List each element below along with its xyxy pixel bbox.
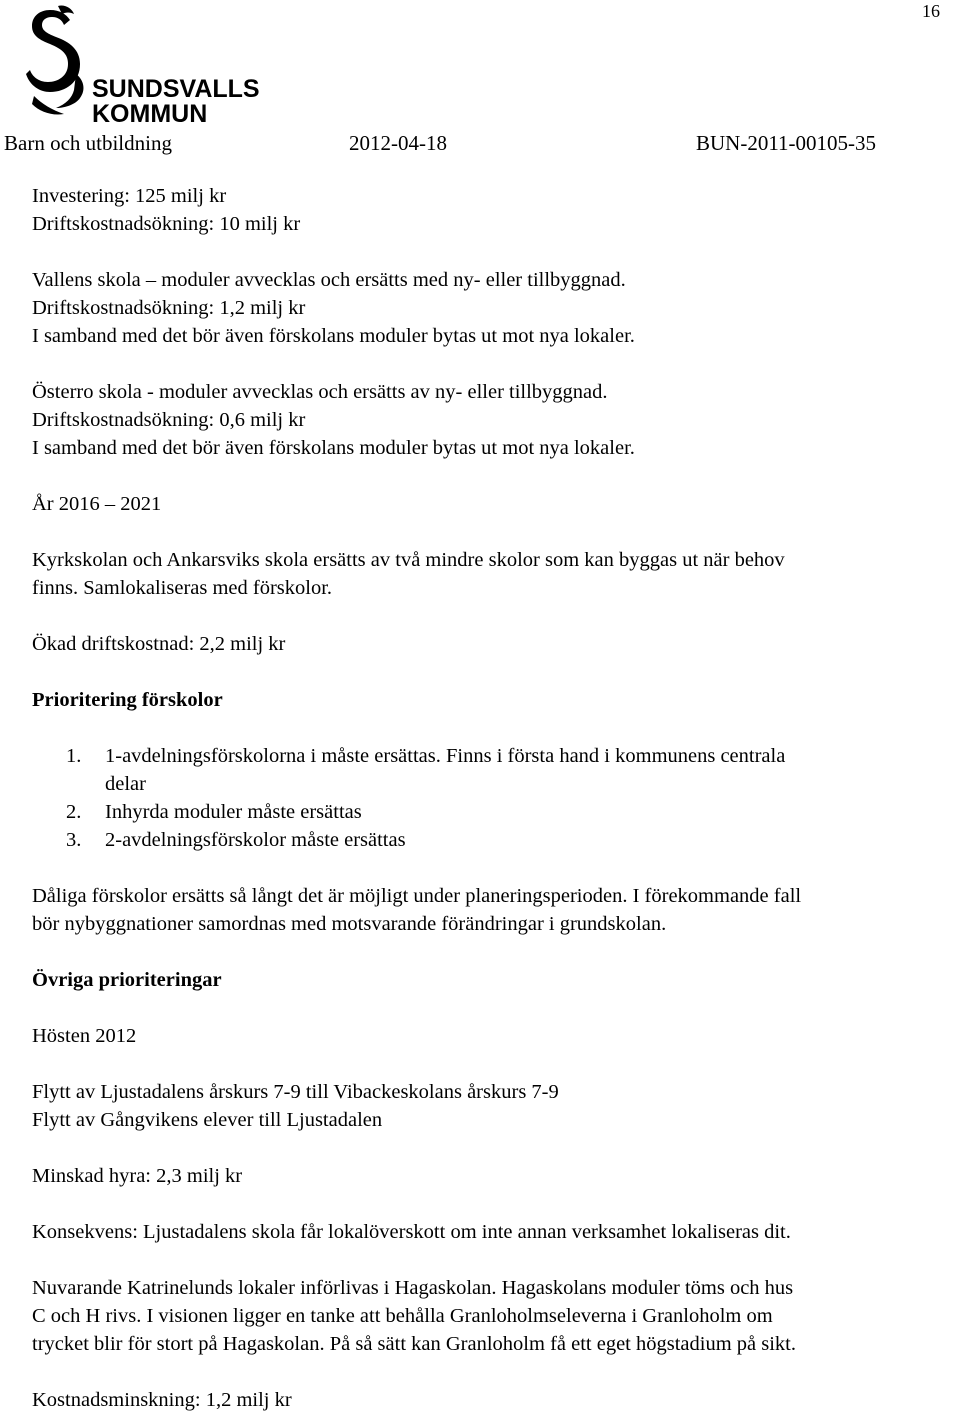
vallens-paragraph-line: Driftskostnadsökning: 1,2 milj kr [32,297,306,319]
investment-line: Investering: 125 milj kr [32,185,227,207]
osterro-paragraph-line: Österro skola - moduler avvecklas och ersätts av ny- eller tillbyggnad. [32,381,608,403]
poor-preschools-paragraph-line: Dåliga förskolor ersätts så långt det är möjligt under planeringsperioden. I förekommande fall [32,885,802,907]
reduced-rent-line: Minskad hyra: 2,3 milj kr [32,1165,243,1187]
osterro-paragraph-line: I samband med det bör även förskolans moduler bytas ut mot nya lokaler. [32,437,635,459]
document-body [32,182,952,1414]
katrinelund-paragraph-line: Nuvarande Katrinelunds lokaler införlivas i Hagaskolan. Hagaskolans moduler töms och hus [32,1277,794,1299]
relocation-line: Flytt av Gångvikens elever till Ljustadalen [32,1109,383,1131]
document-reference: BUN-2011-00105-35 [696,131,877,155]
consequence-line: Konsekvens: Ljustadalens skola får lokalöverskott om inte annan verksamhet lokaliseras dit. [32,1221,791,1243]
autumn-2012-label: Hösten 2012 [32,1025,137,1047]
dragon-emblem-icon [26,10,80,92]
vallens-paragraph-line: I samband med det bör även förskolans moduler bytas ut mot nya lokaler. [32,325,635,347]
relocation-line: Flytt av Ljustadalens årskurs 7-9 till Vibackeskolans årskurs 7-9 [32,1081,559,1103]
katrinelund-paragraph-line: trycket blir för stort på Hagaskolan. På så sätt kan Granloholm få ett eget högstadium på sikt. [32,1333,797,1355]
kyrkskolan-paragraph-line: finns. Samlokaliseras med förskolor. [32,577,333,599]
katrinelund-paragraph-line: C och H rivs. I visionen ligger en tanke att behålla Granloholmseleverna i Granloholm om [32,1305,773,1327]
page-number: 16 [922,1,940,21]
list-item: 1. 1-avdelningsförskolorna i måste ersättas. Finns i första hand i kommunens centrala delar [66,745,786,795]
heading-preschool-priority: Prioritering förskolor [32,689,223,711]
osterro-paragraph-line: Driftskostnadsökning: 0,6 milj kr [32,409,306,431]
increased-cost-line: Ökad driftskostnad: 2,2 milj kr [32,633,286,655]
document-date: 2012-04-18 [349,131,447,155]
svg-text:KOMMUN: KOMMUN [92,100,208,124]
sundsvalls-kommun-logo [20,4,260,124]
preschool-priority-list [32,742,952,854]
department-label: Barn och utbildning [4,131,172,155]
svg-text:SUNDSVALLS: SUNDSVALLS [92,75,260,103]
kyrkskolan-paragraph-line: Kyrkskolan och Ankarsviks skola ersätts av två mindre skolor som kan byggas ut när behov [32,549,785,571]
operating-cost-line: Driftskostnadsökning: 10 milj kr [32,213,301,235]
list-item: 3. 2-avdelningsförskolor måste ersättas [66,829,406,851]
poor-preschools-paragraph-line: bör nybyggnationer samordnas med motsvarande förändringar i grundskolan. [32,913,667,935]
year-range: År 2016 – 2021 [32,493,162,515]
list-item: 2. Inhyrda moduler måste ersättas [66,801,362,823]
cost-reduction-line: Kostnadsminskning: 1,2 milj kr [32,1389,292,1411]
vallens-paragraph-line: Vallens skola – moduler avvecklas och ersätts med ny- eller tillbyggnad. [32,269,626,291]
document-header [0,131,960,161]
heading-other-priorities: Övriga prioriteringar [32,969,222,991]
